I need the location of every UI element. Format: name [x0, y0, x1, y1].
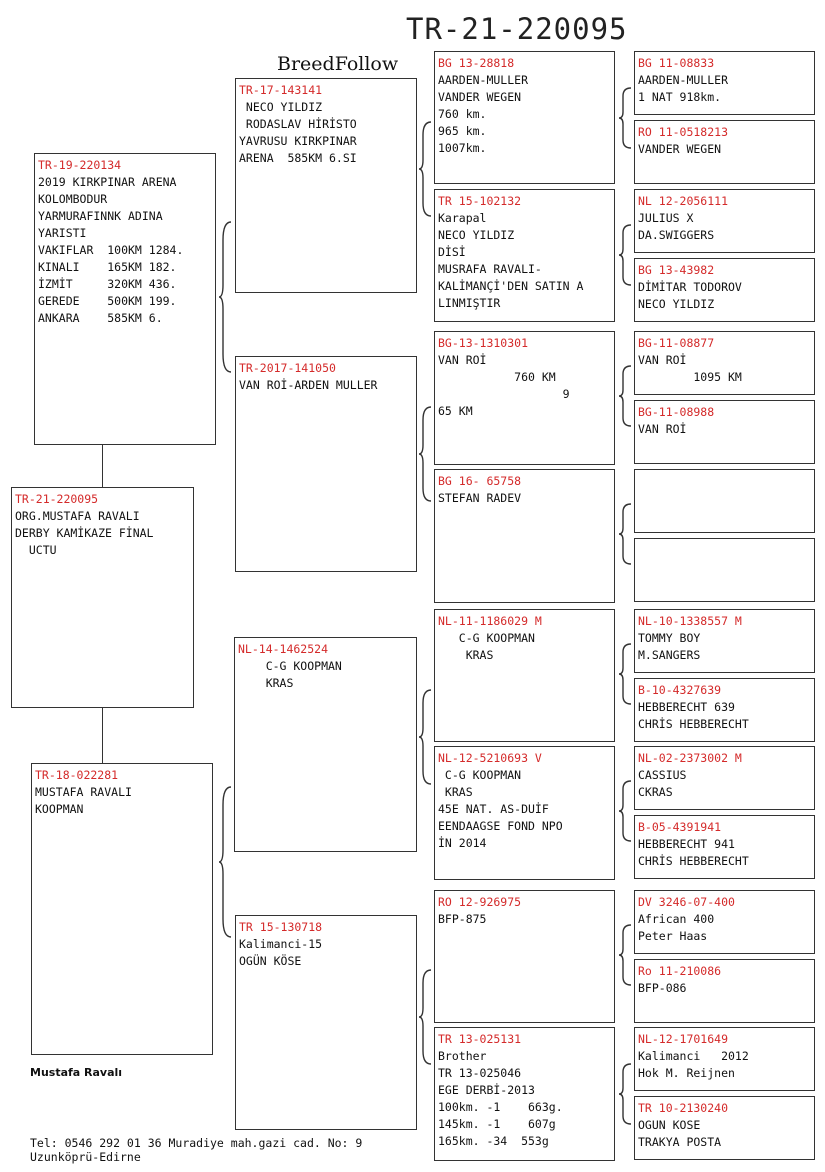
ring-number: TR 15-102132: [438, 194, 522, 208]
pigeon-card-gen5[interactable]: [634, 890, 815, 954]
pedigree-title: TR-21-220095: [406, 12, 628, 46]
ring-number: NL-11-1186029 M: [438, 614, 542, 628]
pigeon-card-gen5[interactable]: [634, 609, 815, 673]
pigeon-card-sire[interactable]: [34, 153, 216, 445]
pigeon-card-gen5[interactable]: [634, 51, 815, 115]
pigeon-info-line: VAN ROİ-ARDEN MULLER: [239, 378, 378, 392]
pigeon-info-line: EENDAAGSE FOND NPO: [438, 819, 563, 833]
pigeon-card-gen5[interactable]: [634, 1096, 815, 1160]
ring-number: TR-19-220134: [38, 158, 122, 172]
pigeon-card-gen5[interactable]: [634, 258, 815, 322]
ring-number: BG 13-43982: [638, 263, 715, 277]
pigeon-info-line: LINMIŞTIR: [438, 296, 501, 310]
pigeon-info-line: African 400: [638, 912, 715, 926]
pigeon-info-line: 145km. -1 607g: [438, 1117, 556, 1131]
pigeon-info-line: C-G KOOPMAN: [438, 768, 522, 782]
ring-number: Ro 11-210086: [638, 964, 722, 978]
pigeon-info-line: VAN ROİ: [638, 353, 687, 367]
ring-number: RO 11-0518213: [638, 125, 729, 139]
ring-number: TR-17-143141: [239, 83, 323, 97]
ring-number: TR-2017-141050: [239, 361, 336, 375]
pigeon-card-gen5[interactable]: [634, 1027, 815, 1091]
pigeon-card-sire-dam[interactable]: [235, 356, 417, 572]
pigeon-info-line: EGE DERBİ-2013: [438, 1083, 535, 1097]
pigeon-card-sdd[interactable]: [434, 469, 615, 603]
pigeon-card-dam-dam[interactable]: [235, 915, 417, 1130]
ring-number: BG-11-08988: [638, 405, 715, 419]
pigeon-card-gen5[interactable]: [634, 815, 815, 879]
pigeon-info-line: KOLOMBODUR: [38, 192, 108, 206]
pigeon-info-line: KRAS: [438, 648, 494, 662]
pigeon-card-gen5[interactable]: [634, 331, 815, 395]
pigeon-info-line: NECO YILDIZ: [638, 297, 715, 311]
pigeon-info-line: JULIUS X: [638, 211, 694, 225]
pigeon-info-line: 1 NAT 918km.: [638, 90, 722, 104]
brace-connector: [417, 968, 433, 1068]
pigeon-info-line: VANDER WEGEN: [438, 90, 522, 104]
pigeon-info-line: CKRAS: [638, 785, 673, 799]
brace-connector: [417, 120, 433, 220]
pigeon-info-line: 165km. -34 553g: [438, 1134, 549, 1148]
pigeon-info-line: 65 KM: [438, 404, 473, 418]
pigeon-info-line: DA.SWIGGERS: [638, 228, 715, 242]
ring-number: NL-02-2373002 M: [638, 751, 742, 765]
brace-connector: [417, 688, 433, 788]
pigeon-card-dds[interactable]: [434, 890, 615, 1023]
ring-number: B-05-4391941: [638, 820, 722, 834]
pigeon-info-line: KRAS: [238, 676, 294, 690]
pigeon-card-gen5[interactable]: [634, 120, 815, 184]
pigeon-info-line: OGÜN KÖSE: [239, 954, 302, 968]
ring-number: B-10-4327639: [638, 683, 722, 697]
pigeon-info-line: DİSİ: [438, 245, 466, 259]
ring-number: NL-12-1701649: [638, 1032, 729, 1046]
pigeon-info-line: İN 2014: [438, 836, 487, 850]
pigeon-info-line: KOOPMAN: [35, 802, 84, 816]
pigeon-info-line: YARMURAFINNK ADINA: [38, 209, 163, 223]
ring-number: TR 13-025131: [438, 1032, 522, 1046]
brace-connector: [417, 405, 433, 505]
pigeon-info-line: AARDEN-MULLER: [438, 73, 529, 87]
pigeon-card-gen5[interactable]: [634, 469, 815, 533]
pigeon-info-line: Kalimanci-15: [239, 937, 323, 951]
ring-number: TR-18-022281: [35, 768, 119, 782]
brace-connector: [617, 642, 633, 708]
pigeon-info-line: M.SANGERS: [638, 648, 701, 662]
pigeon-card-dam-sire[interactable]: [234, 637, 417, 852]
pigeon-info-line: 1007km.: [438, 141, 487, 155]
footer-line: Uzunköprü-Edirne: [30, 1150, 141, 1164]
pigeon-info-line: DERBY KAMİKAZE FİNAL: [15, 526, 154, 540]
pigeon-info-line: KINALI 165KM 182.: [38, 260, 177, 274]
pigeon-info-line: YARISTI: [38, 226, 87, 240]
pigeon-info-line: Peter Haas: [638, 929, 708, 943]
pigeon-info-line: ANKARA 585KM 6.: [38, 311, 163, 325]
pigeon-info-line: VAN ROİ: [638, 422, 687, 436]
pigeon-card-sire-sire[interactable]: [235, 78, 417, 293]
ring-number: BG 13-28818: [438, 56, 515, 70]
ring-number: TR 15-130718: [239, 920, 323, 934]
pigeon-info-line: YAVRUSU KIRKPINAR: [239, 134, 357, 148]
pigeon-info-line: AARDEN-MULLER: [638, 73, 729, 87]
owner-name: Mustafa Ravalı: [30, 1066, 123, 1079]
pigeon-info-line: 760 km.: [438, 107, 487, 121]
ring-number: NL 12-2056111: [638, 194, 729, 208]
pigeon-card-sss[interactable]: [434, 51, 615, 184]
brand-logo-text: BreedFollow: [277, 53, 399, 75]
pigeon-info-line: TR 13-025046: [438, 1066, 522, 1080]
ring-number: NL-10-1338557 M: [638, 614, 742, 628]
brace-connector: [617, 223, 633, 289]
contact-footer: [30, 1136, 362, 1164]
pigeon-info-line: Hok M. Reijnen: [638, 1066, 735, 1080]
ring-number: BG 16- 65758: [438, 474, 522, 488]
pigeon-info-line: 2019 KIRKPINAR ARENA: [38, 175, 177, 189]
pigeon-info-line: MUSTAFA RAVALI: [35, 785, 132, 799]
pigeon-info-line: DİMİTAR TODOROV: [638, 280, 742, 294]
pigeon-info-line: NECO YILDIZ: [239, 100, 323, 114]
brace-connector: [217, 220, 233, 375]
pigeon-info-line: ARENA 585KM 6.SI: [239, 151, 357, 165]
pigeon-card-ddd[interactable]: [434, 1027, 615, 1161]
pigeon-info-line: UCTU: [15, 543, 57, 557]
pigeon-info-line: VAKIFLAR 100KM 1284.: [38, 243, 184, 257]
pigeon-info-line: BFP-875: [438, 912, 487, 926]
brace-connector: [617, 364, 633, 430]
pigeon-info-line: RODASLAV HİRİSTO: [239, 117, 357, 131]
pigeon-info-line: C-G KOOPMAN: [238, 659, 342, 673]
brace-connector: [617, 779, 633, 845]
ring-number: DV 3246-07-400: [638, 895, 735, 909]
pigeon-info-line: 100km. -1 663g.: [438, 1100, 563, 1114]
pigeon-info-line: HEBBERECHT 941: [638, 837, 735, 851]
pigeon-info-line: Kalimanci 2012: [638, 1049, 749, 1063]
pigeon-info-line: C-G KOOPMAN: [438, 631, 535, 645]
pigeon-info-line: KALİMANÇİ'DEN SATIN A: [438, 279, 584, 293]
brace-connector: [617, 1062, 633, 1128]
pigeon-info-line: ORG.MUSTAFA RAVALI: [15, 509, 140, 523]
pigeon-info-line: OGUN KOSE: [638, 1118, 701, 1132]
pigeon-card-ssd[interactable]: [434, 189, 615, 322]
pigeon-info-line: 760 KM: [438, 370, 556, 384]
pigeon-info-line: VAN ROİ: [438, 353, 487, 367]
pigeon-info-line: Karapal: [438, 211, 487, 225]
pigeon-card-gen5[interactable]: [634, 746, 815, 810]
pigeon-card-gen5[interactable]: [634, 400, 815, 464]
pigeon-info-line: NECO YILDIZ: [438, 228, 515, 242]
ring-number: NL-14-1462524: [238, 642, 329, 656]
ring-number: RO 12-926975: [438, 895, 522, 909]
ring-number: BG 11-08833: [638, 56, 715, 70]
connector-line: [102, 707, 103, 763]
pigeon-card-gen5[interactable]: [634, 189, 815, 253]
footer-line: Tel: 0546 292 01 36 Muradiye mah.gazi cad. No: 9: [30, 1136, 363, 1150]
pigeon-info-line: STEFAN RADEV: [438, 491, 522, 505]
pigeon-info-line: 1095 KM: [638, 370, 742, 384]
brace-connector: [217, 785, 233, 940]
pigeon-info-line: 965 km.: [438, 124, 487, 138]
ring-number: BG-11-08877: [638, 336, 715, 350]
ring-number: TR-21-220095: [15, 492, 99, 506]
pigeon-card-gen5[interactable]: [634, 678, 815, 742]
pigeon-card-dss[interactable]: [434, 609, 615, 742]
pigeon-card-subject[interactable]: [11, 487, 194, 708]
pigeon-info-line: VANDER WEGEN: [638, 142, 722, 156]
ring-number: BG-13-1310301: [438, 336, 529, 350]
pigeon-info-line: TOMMY BOY: [638, 631, 701, 645]
pigeon-card-gen5[interactable]: [634, 959, 815, 1023]
pigeon-info-line: Brother: [438, 1049, 487, 1063]
pigeon-info-line: TRAKYA POSTA: [638, 1135, 722, 1149]
pigeon-info-line: 45E NAT. AS-DUİF: [438, 802, 549, 816]
pigeon-info-line: BFP-086: [638, 981, 687, 995]
pigeon-info-line: KRAS: [438, 785, 473, 799]
pigeon-info-line: GEREDE 500KM 199.: [38, 294, 177, 308]
ring-number: TR 10-2130240: [638, 1101, 729, 1115]
pigeon-info-line: HEBBERECHT 639: [638, 700, 735, 714]
ring-number: NL-12-5210693 V: [438, 751, 542, 765]
pigeon-info-line: CHRİS HEBBERECHT: [638, 717, 749, 731]
connector-line: [102, 444, 103, 487]
brace-connector: [617, 923, 633, 989]
pigeon-info-line: CHRİS HEBBERECHT: [638, 854, 749, 868]
pigeon-info-line: CASSIUS: [638, 768, 687, 782]
brace-connector: [617, 502, 633, 568]
pigeon-card-gen5[interactable]: [634, 538, 815, 602]
pigeon-card-sds[interactable]: [434, 331, 615, 465]
pigeon-info-line: MUSRAFA RAVALI-: [438, 262, 542, 276]
brace-connector: [617, 86, 633, 152]
pigeon-card-dsd[interactable]: [434, 746, 615, 880]
pigeon-card-dam[interactable]: [31, 763, 213, 1055]
pigeon-info-line: İZMİT 320KM 436.: [38, 277, 177, 291]
pigeon-info-line: 9: [438, 387, 570, 401]
